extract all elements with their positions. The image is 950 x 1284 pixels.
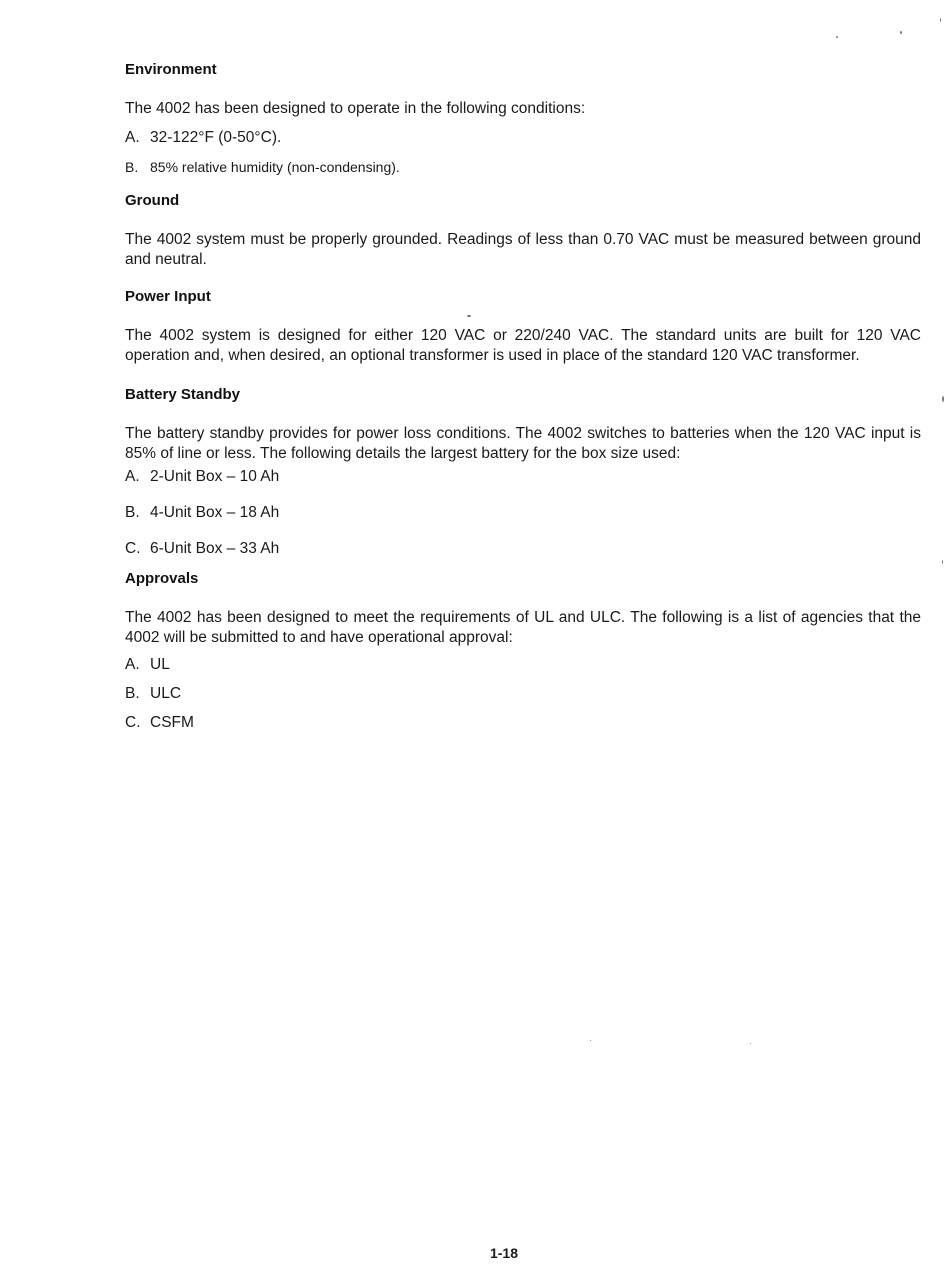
- list-letter: C.: [125, 714, 141, 731]
- list-battery-sizes: [124, 467, 921, 559]
- list-text: 4-Unit Box – 18 Ah: [150, 504, 280, 521]
- list-text: 85% relative humidity (non-condensing).: [150, 159, 400, 175]
- list-item: [125, 684, 921, 704]
- list-item: [125, 157, 921, 177]
- list-item: [125, 467, 921, 487]
- document-body: [124, 60, 921, 742]
- list-item: [125, 539, 921, 559]
- scan-speck: [900, 31, 902, 34]
- scan-speck: [942, 396, 944, 402]
- list-item: [125, 713, 921, 733]
- list-letter: C.: [125, 540, 141, 557]
- scan-speck: [942, 560, 943, 564]
- scan-speck: [467, 315, 471, 317]
- scan-speck: [750, 1043, 751, 1044]
- list-approval-agencies: [124, 655, 921, 733]
- list-text: 6-Unit Box – 33 Ah: [150, 540, 280, 557]
- heading-power-input: Power Input: [125, 288, 211, 305]
- list-letter: B.: [125, 159, 139, 175]
- paragraph-battery-standby: The battery standby provides for power loss conditions. The 4002 switches to batteries when the 120 VAC input is 85% of line or less. The following details the largest battery for the box size used:: [125, 425, 921, 462]
- heading-battery-standby: Battery Standby: [125, 386, 241, 403]
- list-letter: B.: [125, 685, 140, 702]
- list-item: [125, 128, 921, 148]
- list-item: [125, 655, 921, 675]
- section-ground: [124, 191, 921, 270]
- list-text: 32-122°F (0-50°C).: [150, 129, 282, 146]
- section-power-input: [124, 287, 921, 366]
- paragraph-power-input: The 4002 system is designed for either 120 VAC or 220/240 VAC. The standard units are built for 120 VAC operation and, when desired, an optional transformer is used in place of the standard 120 VAC transformer.: [125, 327, 921, 364]
- heading-approvals: Approvals: [125, 570, 199, 587]
- list-letter: B.: [125, 504, 140, 521]
- paragraph-approvals: The 4002 has been designed to meet the requirements of UL and ULC. The following is a list of agencies that the 4002 will be submitted to and have operational approval:: [125, 609, 921, 646]
- heading-environment: Environment: [125, 61, 217, 78]
- list-text: 2-Unit Box – 10 Ah: [150, 468, 280, 485]
- list-environment-conditions: [124, 128, 921, 177]
- scan-speck: [836, 36, 838, 38]
- list-letter: A.: [125, 129, 140, 146]
- list-text: CSFM: [150, 714, 194, 731]
- list-item: [125, 503, 921, 523]
- list-text: UL: [150, 656, 170, 673]
- list-letter: A.: [125, 656, 140, 673]
- section-environment: [124, 60, 921, 177]
- list-letter: A.: [125, 468, 140, 485]
- paragraph-environment: The 4002 has been designed to operate in the following conditions:: [125, 100, 586, 117]
- page-number: 1-18: [489, 1245, 519, 1261]
- list-text: ULC: [150, 685, 182, 702]
- paragraph-ground: The 4002 system must be properly grounded. Readings of less than 0.70 VAC must be measured between ground and neutral.: [125, 231, 921, 268]
- scan-speck: [590, 1040, 591, 1041]
- scan-speck: [940, 18, 941, 22]
- section-battery-standby: [124, 385, 921, 559]
- heading-ground: Ground: [125, 192, 180, 209]
- section-approvals: [124, 569, 921, 733]
